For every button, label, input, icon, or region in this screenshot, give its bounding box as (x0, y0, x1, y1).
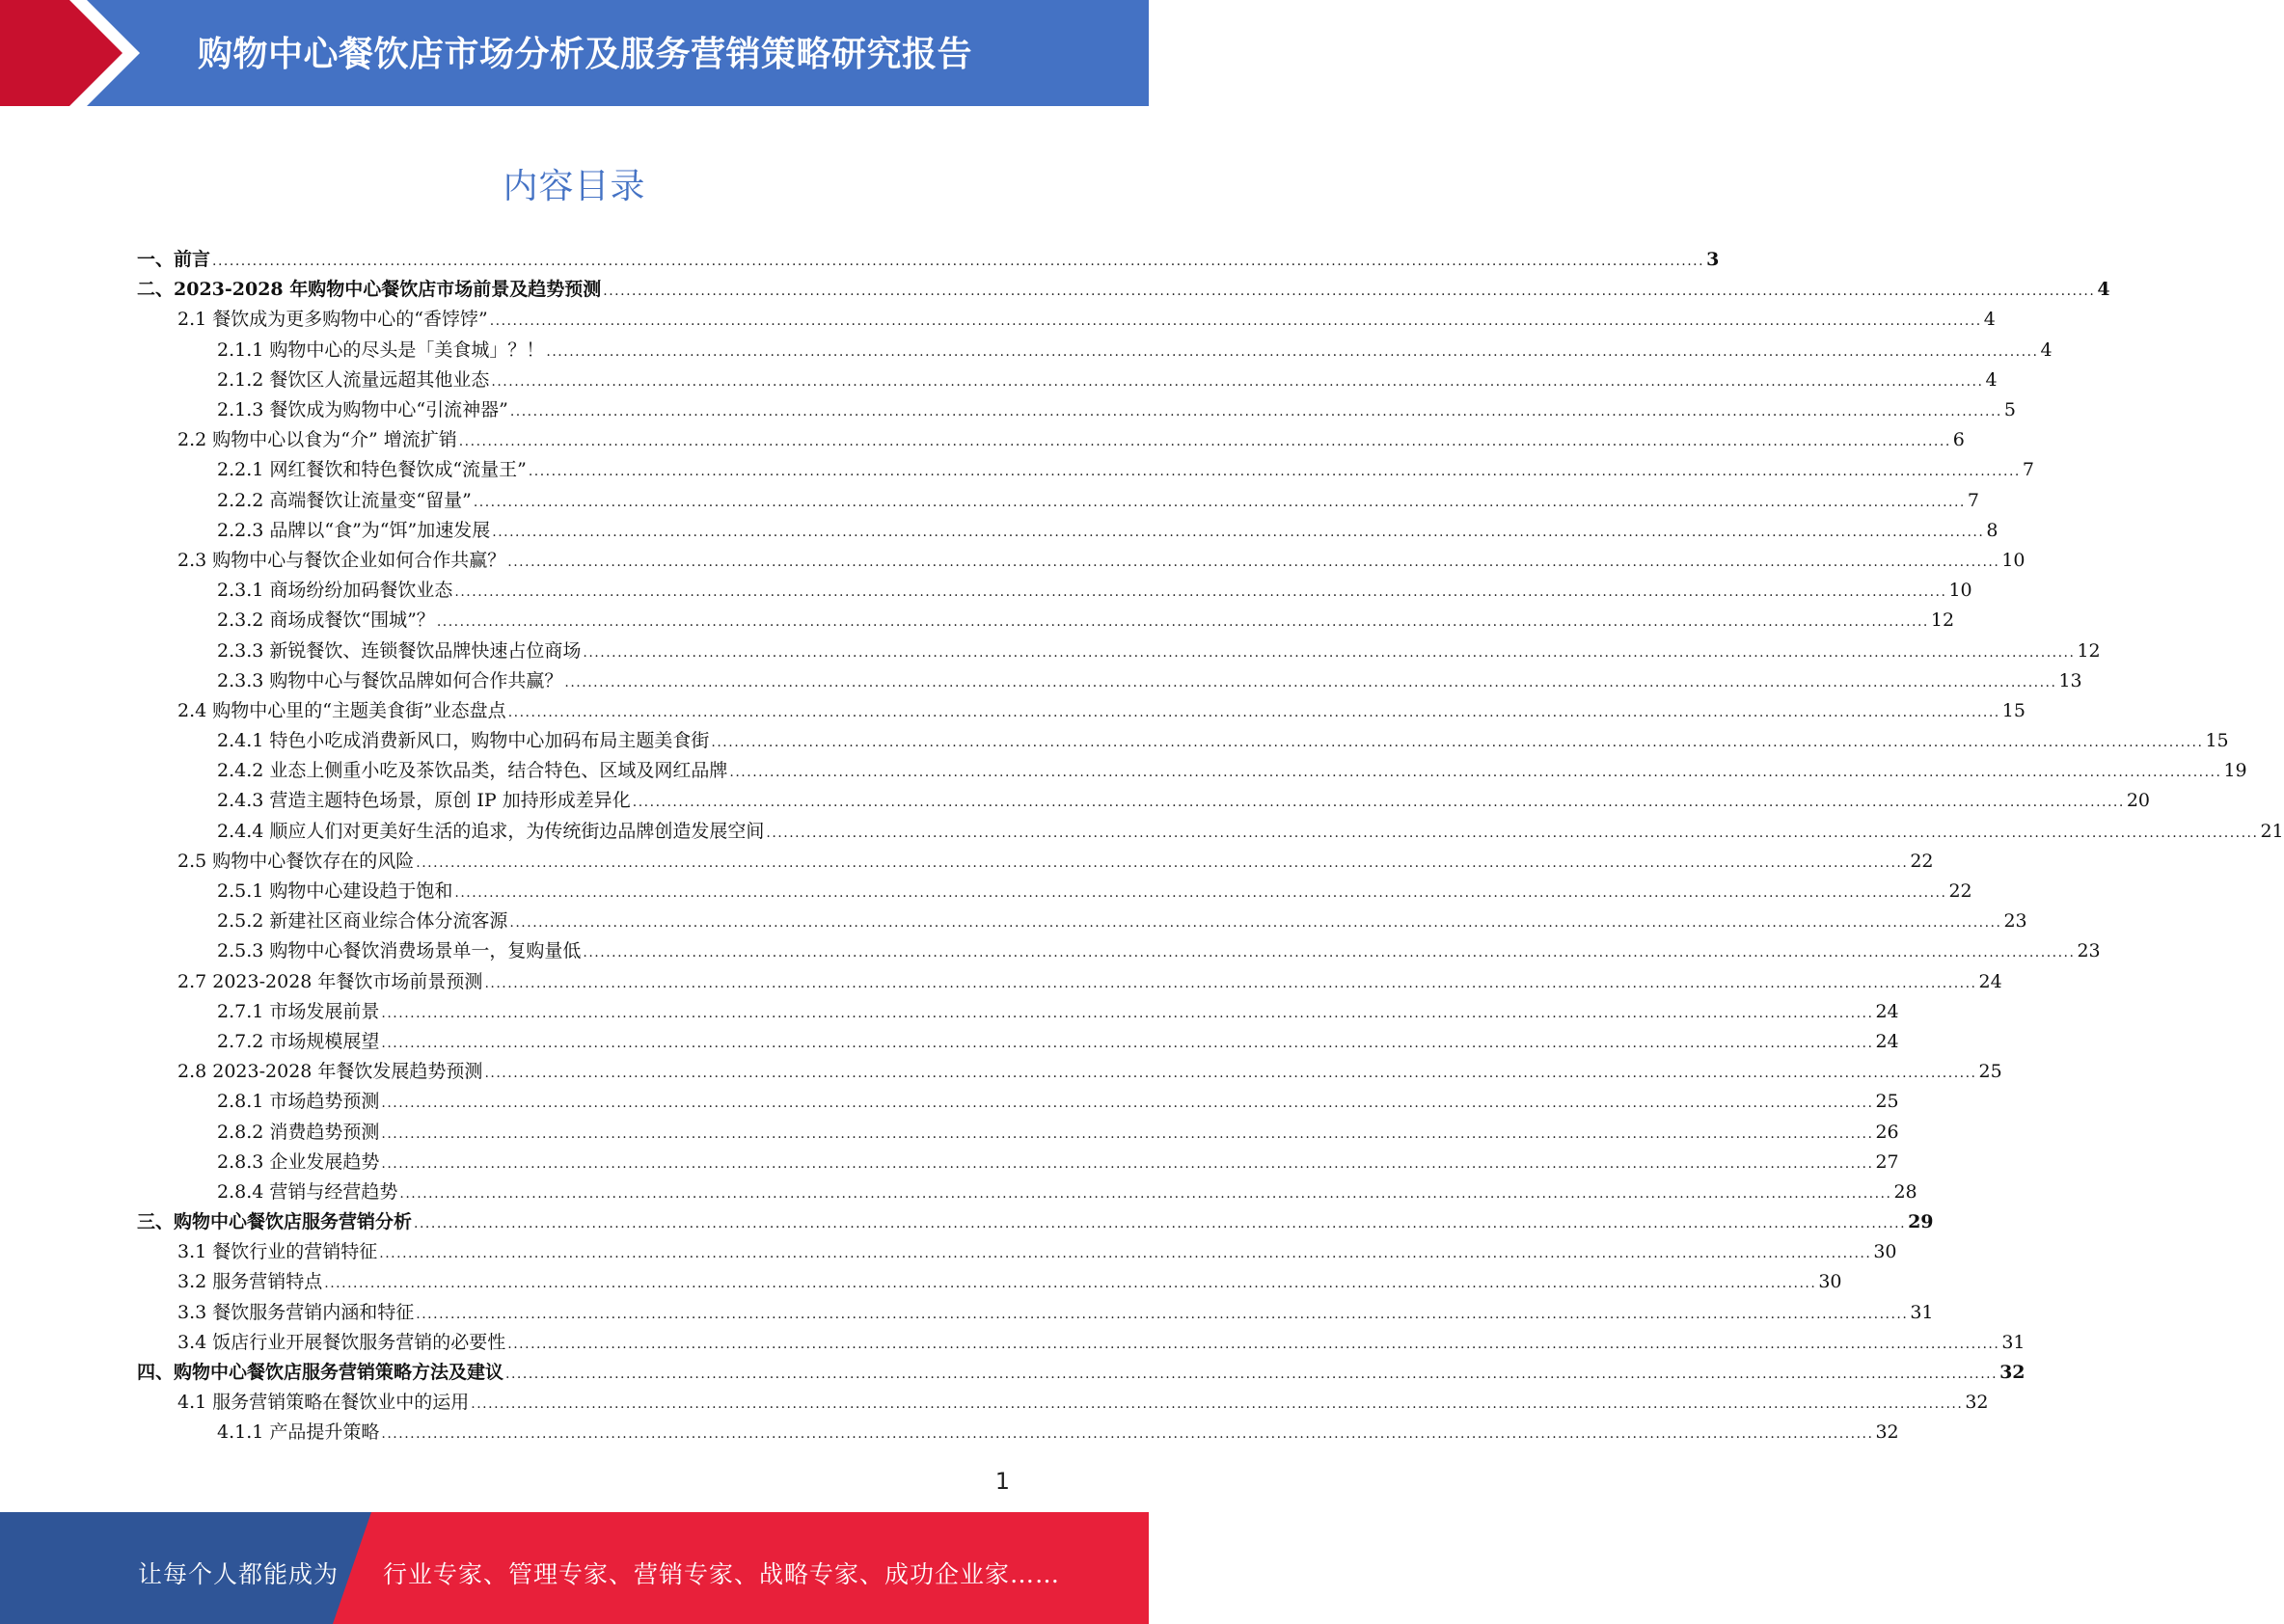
toc-entry[interactable] (0, 1388, 1989, 1418)
toc-dot-leader: .................................................................................................................................................................................................................................................................... (507, 704, 2000, 720)
toc-entry-line (177, 1392, 1989, 1414)
toc-entry-label: 2.4 购物中心里的“主题美食街”业态盘点 (177, 699, 506, 721)
toc-entry-label: 2.5.3 购物中心餐饮消费场景单一，复购量低 (217, 940, 582, 962)
toc-entry-page: 8 (1986, 519, 1998, 541)
toc-entry-label: 一、前言 (137, 249, 211, 271)
toc-entry-page: 7 (2022, 459, 2034, 481)
toc-entry-line (217, 609, 1955, 632)
toc-entry-line (177, 1061, 2002, 1083)
toc-entry-line (217, 910, 2027, 933)
toc-entry-line (217, 1091, 1899, 1113)
toc-entry-label: 4.1 服务营销策略在餐饮业中的运用 (177, 1392, 470, 1414)
toc-dot-leader: .................................................................................................................................................................................................................................................................... (632, 795, 2125, 811)
toc-entry[interactable] (0, 666, 2082, 696)
toc-entry-line (217, 1000, 1899, 1022)
toc-dot-leader: .................................................................................................................................................................................................................................................................... (454, 885, 1947, 902)
toc-entry-label: 2.3 购物中心与餐饮企业如何合作共赢？ (177, 549, 506, 571)
toc-entry-label: 2.1.1 购物中心的尽头是「美食城」？！ (217, 338, 545, 361)
toc-entry-page: 24 (1875, 1000, 1899, 1022)
toc-dot-leader: .................................................................................................................................................................................................................................................................... (546, 343, 2039, 360)
toc-dot-leader: .................................................................................................................................................................................................................................................................... (416, 1306, 1909, 1322)
toc-dot-leader: .................................................................................................................................................................................................................................................................... (381, 1426, 1874, 1443)
toc-entry-label: 四、购物中心餐饮店服务营销策略方法及建议 (137, 1362, 504, 1384)
toc-entry-line (177, 699, 2026, 721)
toc-entry[interactable] (0, 756, 2247, 786)
report-title: 购物中心餐饮店市场分析及服务营销策略研究报告 (198, 35, 973, 74)
toc-entry[interactable] (0, 636, 2101, 665)
toc-entry-label: 2.3.2 商场成餐饮“围城”？ (217, 609, 435, 632)
toc-entry-line (217, 880, 1972, 903)
toc-entry-page: 22 (1910, 850, 1934, 872)
toc-dot-leader: .................................................................................................................................................................................................................................................................... (381, 1155, 1874, 1172)
toc-entry-page: 4 (2097, 279, 2110, 301)
toc-heading: 内容目录 (503, 167, 646, 206)
toc-entry-page: 31 (2001, 1331, 2026, 1353)
toc-entry-line (217, 580, 1972, 602)
toc-entry-page: 10 (1948, 580, 1972, 602)
toc-dot-leader: .................................................................................................................................................................................................................................................................... (454, 584, 1947, 601)
toc-entry-line (217, 940, 2101, 962)
toc-entry-page: 22 (1948, 880, 1972, 903)
toc-entry-line (217, 1121, 1899, 1143)
toc-entry[interactable] (0, 546, 2026, 576)
toc-dot-leader: .................................................................................................................................................................................................................................................................... (528, 464, 2021, 480)
toc-entry-page: 24 (1978, 970, 2002, 992)
toc-entry-page: 15 (2001, 699, 2026, 721)
toc-entry-line (217, 338, 2053, 361)
toc-entry-label: 2.5 购物中心餐饮存在的风险 (177, 850, 415, 872)
toc-entry-line (217, 489, 1979, 511)
toc-entry-line (217, 519, 1998, 541)
toc-dot-leader: .................................................................................................................................................................................................................................................................... (324, 1276, 1817, 1292)
toc-entry-page: 32 (1875, 1421, 1899, 1444)
toc-entry[interactable] (0, 1358, 2026, 1388)
toc-entry-page: 13 (2058, 669, 2082, 691)
toc-dot-leader: .................................................................................................................................................................................................................................................................... (414, 1216, 1907, 1232)
toc-entry-line (177, 970, 2002, 992)
toc-dot-leader: .................................................................................................................................................................................................................................................................... (509, 915, 2002, 932)
toc-entry-line (217, 790, 2151, 812)
toc-dot-leader: .................................................................................................................................................................................................................................................................... (399, 1185, 1892, 1202)
toc-entry-page: 12 (2077, 639, 2101, 662)
toc-entry-page: 4 (1983, 309, 1996, 331)
toc-dot-leader: .................................................................................................................................................................................................................................................................... (505, 1367, 1998, 1383)
toc-dot-leader: .................................................................................................................................................................................................................................................................... (473, 494, 1966, 510)
toc-entry-label: 3.3 餐饮服务营销内涵和特征 (177, 1301, 415, 1323)
toc-entry[interactable] (0, 486, 1979, 516)
toc-entry-label: 2.2 购物中心以食为“介” 增流扩销 (177, 429, 457, 451)
toc-entry-line (217, 760, 2247, 782)
toc-entry-page: 32 (1965, 1392, 1989, 1414)
toc-entry[interactable] (0, 305, 1996, 335)
toc-entry-label: 2.8.4 营销与经营趋势 (217, 1180, 398, 1203)
toc-dot-leader: .................................................................................................................................................................................................................................................................... (471, 1396, 1964, 1413)
toc-entry[interactable] (0, 997, 1899, 1027)
toc-entry[interactable] (0, 696, 2026, 726)
toc-entry-label: 2.4.4 顺应人们对更美好生活的追求，为传统街边品牌创造发展空间 (217, 820, 765, 842)
toc-entry[interactable] (0, 786, 2151, 816)
toc-entry-line (137, 1362, 2026, 1384)
toc-entry-line (177, 1331, 2026, 1353)
toc-dot-leader: .................................................................................................................................................................................................................................................................... (381, 1035, 1874, 1051)
toc-dot-leader: .................................................................................................................................................................................................................................................................... (711, 735, 2204, 751)
toc-entry-line (177, 1301, 1934, 1323)
toc-entry[interactable] (0, 1148, 1899, 1177)
toc-entry-label: 三、购物中心餐饮店服务营销分析 (137, 1211, 413, 1233)
toc-entry[interactable] (0, 365, 1998, 395)
toc-entry-line (217, 1150, 1899, 1173)
toc-entry-line (177, 1241, 1897, 1263)
toc-entry-page: 19 (2223, 760, 2247, 782)
toc-entry-page: 23 (2003, 910, 2027, 933)
toc-dot-leader: .................................................................................................................................................................................................................................................................... (416, 854, 1909, 871)
toc-entry-label: 3.1 餐饮行业的营销特征 (177, 1241, 378, 1263)
toc-entry-label: 2.1 餐饮成为更多购物中心的“香饽饽” (177, 309, 488, 331)
toc-entry-line (137, 1211, 1934, 1233)
toc-dot-leader: .................................................................................................................................................................................................................................................................... (603, 284, 2096, 300)
toc-entry-line (137, 279, 2110, 301)
toc-entry-label: 2.5.2 新建社区商业综合体分流客源 (217, 910, 508, 933)
toc-entry-page: 28 (1893, 1180, 1917, 1203)
toc-entry-label: 4.1.1 产品提升策略 (217, 1421, 380, 1444)
toc-dot-leader: .................................................................................................................................................................................................................................................................... (381, 1125, 1874, 1142)
toc-entry[interactable] (0, 425, 1965, 455)
toc-entry[interactable] (0, 516, 1998, 546)
toc-dot-leader: .................................................................................................................................................................................................................................................................... (583, 945, 2076, 961)
header-arrow-decoration (0, 0, 154, 106)
toc-entry-label: 2.2.2 高端餐饮让流量变“留量” (217, 489, 472, 511)
toc-entry-line (217, 368, 1998, 391)
toc-entry-page: 20 (2126, 790, 2151, 812)
toc-entry-page: 4 (1985, 368, 1998, 391)
toc-entry-page: 26 (1875, 1121, 1899, 1143)
toc-entry-line (177, 309, 1996, 331)
toc-entry-page: 15 (2205, 730, 2229, 752)
toc-entry-line (217, 1030, 1899, 1052)
toc-entry-page: 31 (1910, 1301, 1934, 1323)
toc-entry-page: 32 (1999, 1362, 2026, 1384)
toc-entry-page: 7 (1967, 489, 1979, 511)
toc-entry[interactable] (0, 455, 2034, 485)
toc-dot-leader: .................................................................................................................................................................................................................................................................... (381, 1096, 1874, 1112)
toc-entry-label: 3.2 服务营销特点 (177, 1271, 323, 1293)
toc-dot-leader: .................................................................................................................................................................................................................................................................... (484, 975, 1977, 991)
toc-entry-page: 12 (1930, 609, 1955, 632)
toc-entry-label: 2.7.2 市场规模展望 (217, 1030, 380, 1052)
toc-entry-label: 2.7.1 市场发展前景 (217, 1000, 380, 1022)
toc-entry[interactable] (0, 877, 1972, 907)
toc-entry[interactable] (0, 275, 2110, 305)
toc-entry[interactable] (0, 1207, 1934, 1237)
toc-entry-page: 21 (2260, 820, 2284, 842)
toc-entry-line (217, 639, 2101, 662)
report-header-band (0, 0, 1149, 106)
toc-entry[interactable] (0, 907, 2027, 936)
toc-entry-page: 6 (1952, 429, 1965, 451)
toc-entry[interactable] (0, 1328, 2026, 1358)
toc-dot-leader: .................................................................................................................................................................................................................................................................... (507, 554, 2000, 570)
toc-entry[interactable] (0, 1237, 1897, 1267)
toc-entry[interactable] (0, 817, 2284, 847)
toc-entry-page: 27 (1875, 1150, 1899, 1173)
table-of-contents (0, 245, 2284, 1448)
toc-entry-label: 2.8.2 消费趋势预测 (217, 1121, 380, 1143)
toc-entry-label: 2.3.3 新锐餐饮、连锁餐饮品牌快速占位商场 (217, 639, 582, 662)
toc-entry[interactable] (0, 576, 1972, 606)
toc-entry-line (177, 850, 1934, 872)
toc-entry-label: 2.3.3 购物中心与餐饮品牌如何合作共赢？ (217, 669, 563, 691)
toc-entry-page: 24 (1875, 1030, 1899, 1052)
toc-entry-page: 30 (1818, 1271, 1842, 1293)
toc-entry[interactable] (0, 1298, 1934, 1328)
toc-entry[interactable] (0, 1177, 1917, 1207)
toc-entry-line (177, 1271, 1842, 1293)
toc-dot-leader: .................................................................................................................................................................................................................................................................... (507, 1336, 2000, 1352)
toc-dot-leader: .................................................................................................................................................................................................................................................................... (458, 434, 1951, 450)
toc-entry[interactable] (0, 1418, 1899, 1448)
toc-entry-label: 2.2.1 网红餐饮和特色餐饮成“流量王” (217, 459, 527, 481)
toc-dot-leader: .................................................................................................................................................................................................................................................................... (492, 524, 1985, 540)
page-number: 1 (994, 1468, 1010, 1495)
toc-entry-label: 2.2.3 品牌以“食”为“饵”加速发展 (217, 519, 491, 541)
toc-entry-line (217, 459, 2034, 481)
toc-entry-label: 2.5.1 购物中心建设趋于饱和 (217, 880, 453, 903)
toc-entry-page: 3 (1706, 249, 1720, 271)
toc-entry-page: 10 (2001, 549, 2026, 571)
toc-dot-leader: .................................................................................................................................................................................................................................................................... (583, 644, 2076, 661)
toc-dot-leader: .................................................................................................................................................................................................................................................................... (491, 373, 1984, 390)
toc-entry-label: 2.4.2 业态上侧重小吃及茶饮品类，结合特色、区域及网红品牌 (217, 760, 728, 782)
toc-entry[interactable] (0, 395, 2016, 425)
toc-entry-page: 25 (1978, 1061, 2002, 1083)
footer-band (0, 1512, 1149, 1624)
toc-entry-line (217, 399, 2016, 421)
toc-entry-label: 2.4.1 特色小吃成消费新风口，购物中心加码布局主题美食街 (217, 730, 710, 752)
toc-dot-leader: .................................................................................................................................................................................................................................................................... (564, 674, 2057, 690)
toc-entry[interactable] (0, 336, 2053, 365)
toc-dot-leader: .................................................................................................................................................................................................................................................................... (489, 313, 1982, 330)
toc-dot-leader: .................................................................................................................................................................................................................................................................... (509, 404, 2002, 420)
toc-entry-label: 2.8 2023-2028 年餐饮发展趋势预测 (177, 1061, 483, 1083)
toc-entry-line (217, 730, 2229, 752)
toc-entry-line (137, 249, 1720, 271)
toc-entry-label: 二、2023-2028 年购物中心餐饮店市场前景及趋势预测 (137, 279, 602, 301)
toc-entry[interactable] (0, 936, 2101, 966)
toc-dot-leader: .................................................................................................................................................................................................................................................................... (381, 1005, 1874, 1021)
toc-dot-leader: .................................................................................................................................................................................................................................................................... (484, 1066, 1977, 1082)
toc-entry-label: 2.1.3 餐饮成为购物中心“引流神器” (217, 399, 508, 421)
toc-dot-leader: .................................................................................................................................................................................................................................................................... (436, 614, 1929, 631)
toc-entry-label: 2.8.1 市场趋势预测 (217, 1091, 380, 1113)
toc-entry[interactable] (0, 967, 2002, 997)
toc-entry-label: 3.4 饭店行业开展餐饮服务营销的必要性 (177, 1331, 506, 1353)
toc-entry-label: 2.8.3 企业发展趋势 (217, 1150, 380, 1173)
toc-entry-page: 23 (2077, 940, 2101, 962)
toc-dot-leader: .................................................................................................................................................................................................................................................................... (766, 825, 2259, 841)
toc-entry-line (177, 429, 1965, 451)
toc-entry[interactable] (0, 1267, 1842, 1297)
toc-entry[interactable] (0, 847, 1934, 877)
toc-entry-line (217, 669, 2082, 691)
toc-entry[interactable] (0, 726, 2229, 756)
toc-entry-label: 2.7 2023-2028 年餐饮市场前景预测 (177, 970, 483, 992)
toc-entry-page: 30 (1873, 1241, 1897, 1263)
toc-dot-leader: .................................................................................................................................................................................................................................................................... (212, 254, 1705, 270)
toc-entry-line (217, 820, 2284, 842)
toc-entry-page: 29 (1908, 1211, 1934, 1233)
toc-entry-line (177, 549, 2026, 571)
toc-entry-line (217, 1421, 1899, 1444)
toc-dot-leader: .................................................................................................................................................................................................................................................................... (729, 765, 2222, 781)
toc-entry-label: 2.1.2 餐饮区人流量远超其他业态 (217, 368, 490, 391)
toc-entry-line (217, 1180, 1917, 1203)
toc-entry[interactable] (0, 1087, 1899, 1117)
footer-slogan-left: 让每个人都能成为 (138, 1560, 340, 1588)
toc-dot-leader: .................................................................................................................................................................................................................................................................... (379, 1246, 1872, 1262)
footer-slogan-right: 行业专家、管理专家、营销专家、战略专家、成功企业家…… (383, 1560, 1061, 1588)
toc-entry[interactable] (0, 1057, 2002, 1087)
toc-entry-label: 2.4.3 营造主题特色场景，原创 IP 加持形成差异化 (217, 790, 631, 812)
toc-entry-label: 2.3.1 商场纷纷加码餐饮业态 (217, 580, 453, 602)
toc-entry[interactable] (0, 1027, 1899, 1057)
toc-entry-page: 4 (2040, 338, 2053, 361)
toc-entry[interactable] (0, 1117, 1899, 1147)
toc-entry[interactable] (0, 606, 1955, 636)
toc-entry-page: 25 (1875, 1091, 1899, 1113)
toc-entry[interactable] (0, 245, 1720, 275)
toc-entry-page: 5 (2003, 399, 2016, 421)
